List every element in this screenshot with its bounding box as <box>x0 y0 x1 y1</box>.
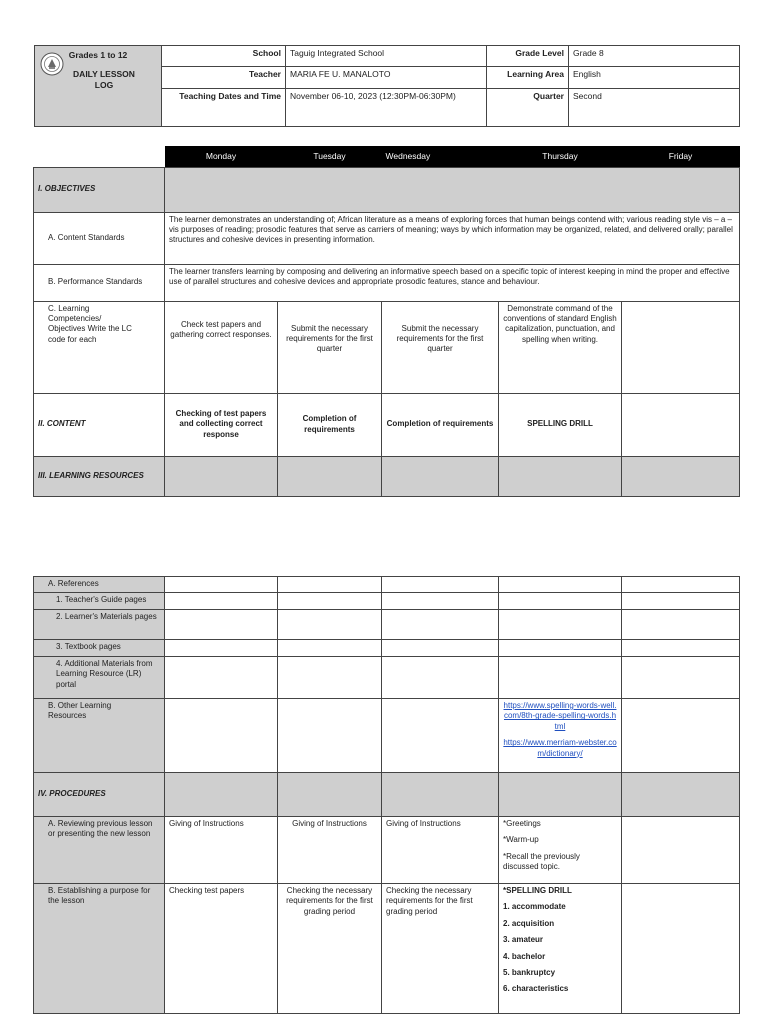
day-thursday: Thursday <box>499 146 622 167</box>
day-tuesday: Tuesday <box>278 146 382 167</box>
content-friday <box>622 393 740 456</box>
learning-area-label: Learning Area <box>487 67 569 88</box>
grade-level-value: Grade 8 <box>569 46 740 67</box>
other-resources-label: B. Other Learning Resources <box>34 699 165 773</box>
performance-standards-text: The learner transfers learning by composing and delivering an informative speech based on a specific topic of interest keeping in mind the proper and effective use of parallel structures and cohesive devices and appropriate prosodic features, stance and behaviour. <box>165 264 740 301</box>
procedures-heading: IV. PROCEDURES <box>34 773 165 817</box>
references-label: A. References <box>34 577 165 593</box>
purpose-thursday: *SPELLING DRILL 1. accommodate 2. acquisition 3. amateur 4. bachelor 5. bankruptcy 6. characteristics <box>499 884 622 1014</box>
content-monday: Checking of test papers and collecting correct response <box>165 393 278 456</box>
deped-logo-block <box>35 46 162 127</box>
lesson-table-page2 <box>33 576 740 1014</box>
teachers-guide-label: 1. Teacher's Guide pages <box>34 593 165 610</box>
content-heading: II. CONTENT <box>34 393 165 456</box>
competency-thursday: Demonstrate command of the conventions of standard English capitalization, punctuation, and spelling when writing. <box>499 301 622 393</box>
teacher-label: Teacher <box>162 67 286 88</box>
lesson-table-page1 <box>33 146 740 497</box>
spelling-words-link[interactable]: https://www.spelling-words-well.com/8th-grade-spelling-words.html <box>503 701 617 731</box>
school-label: School <box>162 46 286 67</box>
quarter-label: Quarter <box>487 88 569 127</box>
teacher-value: MARIA FE U. MANALOTO <box>286 67 487 88</box>
content-standards-text: The learner demonstrates an understanding of; African literature as a means of exploring forces that human beings contend with; various reading style vis – a – vis purposes of reading; prosodic features that serve as carriers of meaning; ways by which information may be organized, related, and delivered orally; parallel structures and cohesive devices in presenting information. <box>165 212 740 264</box>
learning-resources-heading: III. LEARNING RESOURCES <box>34 456 165 496</box>
additional-materials-label: 4. Additional Materials from Learning Resource (LR) portal <box>34 657 165 699</box>
day-monday: Monday <box>165 146 278 167</box>
competencies-label: C. Learning Competencies/ Objectives Write the LC code for each <box>34 301 165 393</box>
content-tuesday: Completion of requirements <box>278 393 382 456</box>
reviewing-lesson-label: A. Reviewing previous lesson or presenting the new lesson <box>34 817 165 884</box>
competency-tuesday: Submit the necessary requirements for the first quarter <box>278 301 382 393</box>
reviewing-tuesday: Giving of Instructions <box>278 817 382 884</box>
logo-line1: Grades 1 to 12 <box>68 50 128 60</box>
content-thursday: SPELLING DRILL <box>499 393 622 456</box>
learning-area-value: English <box>569 67 740 88</box>
reviewing-wednesday: Giving of Instructions <box>382 817 499 884</box>
grade-level-label: Grade Level <box>487 46 569 67</box>
header-table <box>34 45 740 127</box>
competency-wednesday: Submit the necessary requirements for the first quarter <box>382 301 499 393</box>
objectives-heading: I. OBJECTIVES <box>34 167 165 212</box>
school-value: Taguig Integrated School <box>286 46 487 67</box>
learners-materials-label: 2. Learner's Materials pages <box>34 610 165 640</box>
quarter-value: Second <box>569 88 740 127</box>
content-wednesday: Completion of requirements <box>382 393 499 456</box>
establishing-purpose-label: B. Establishing a purpose for the lesson <box>34 884 165 1014</box>
logo-line2: DAILY LESSON LOG <box>73 69 135 91</box>
dates-label: Teaching Dates and Time <box>162 88 286 127</box>
performance-standards-label: B. Performance Standards <box>34 264 165 301</box>
day-friday: Friday <box>622 146 740 167</box>
reviewing-thursday: *Greetings *Warm-up *Recall the previously discussed topic. <box>499 817 622 884</box>
day-wednesday: Wednesday <box>382 146 499 167</box>
competency-friday <box>622 301 740 393</box>
competency-monday: Check test papers and gathering correct responses. <box>165 301 278 393</box>
content-standards-label: A. Content Standards <box>34 212 165 264</box>
textbook-label: 3. Textbook pages <box>34 640 165 657</box>
purpose-tuesday: Checking the necessary requirements for the first grading period <box>278 884 382 1014</box>
merriam-webster-link[interactable]: https://www.merriam-webster.com/dictionary/ <box>503 738 617 758</box>
deped-seal-icon <box>40 52 64 76</box>
purpose-wednesday: Checking the necessary requirements for the first grading period <box>382 884 499 1014</box>
purpose-monday: Checking test papers <box>165 884 278 1014</box>
reviewing-monday: Giving of Instructions <box>165 817 278 884</box>
dates-value: November 06-10, 2023 (12:30PM-06:30PM) <box>286 88 487 127</box>
